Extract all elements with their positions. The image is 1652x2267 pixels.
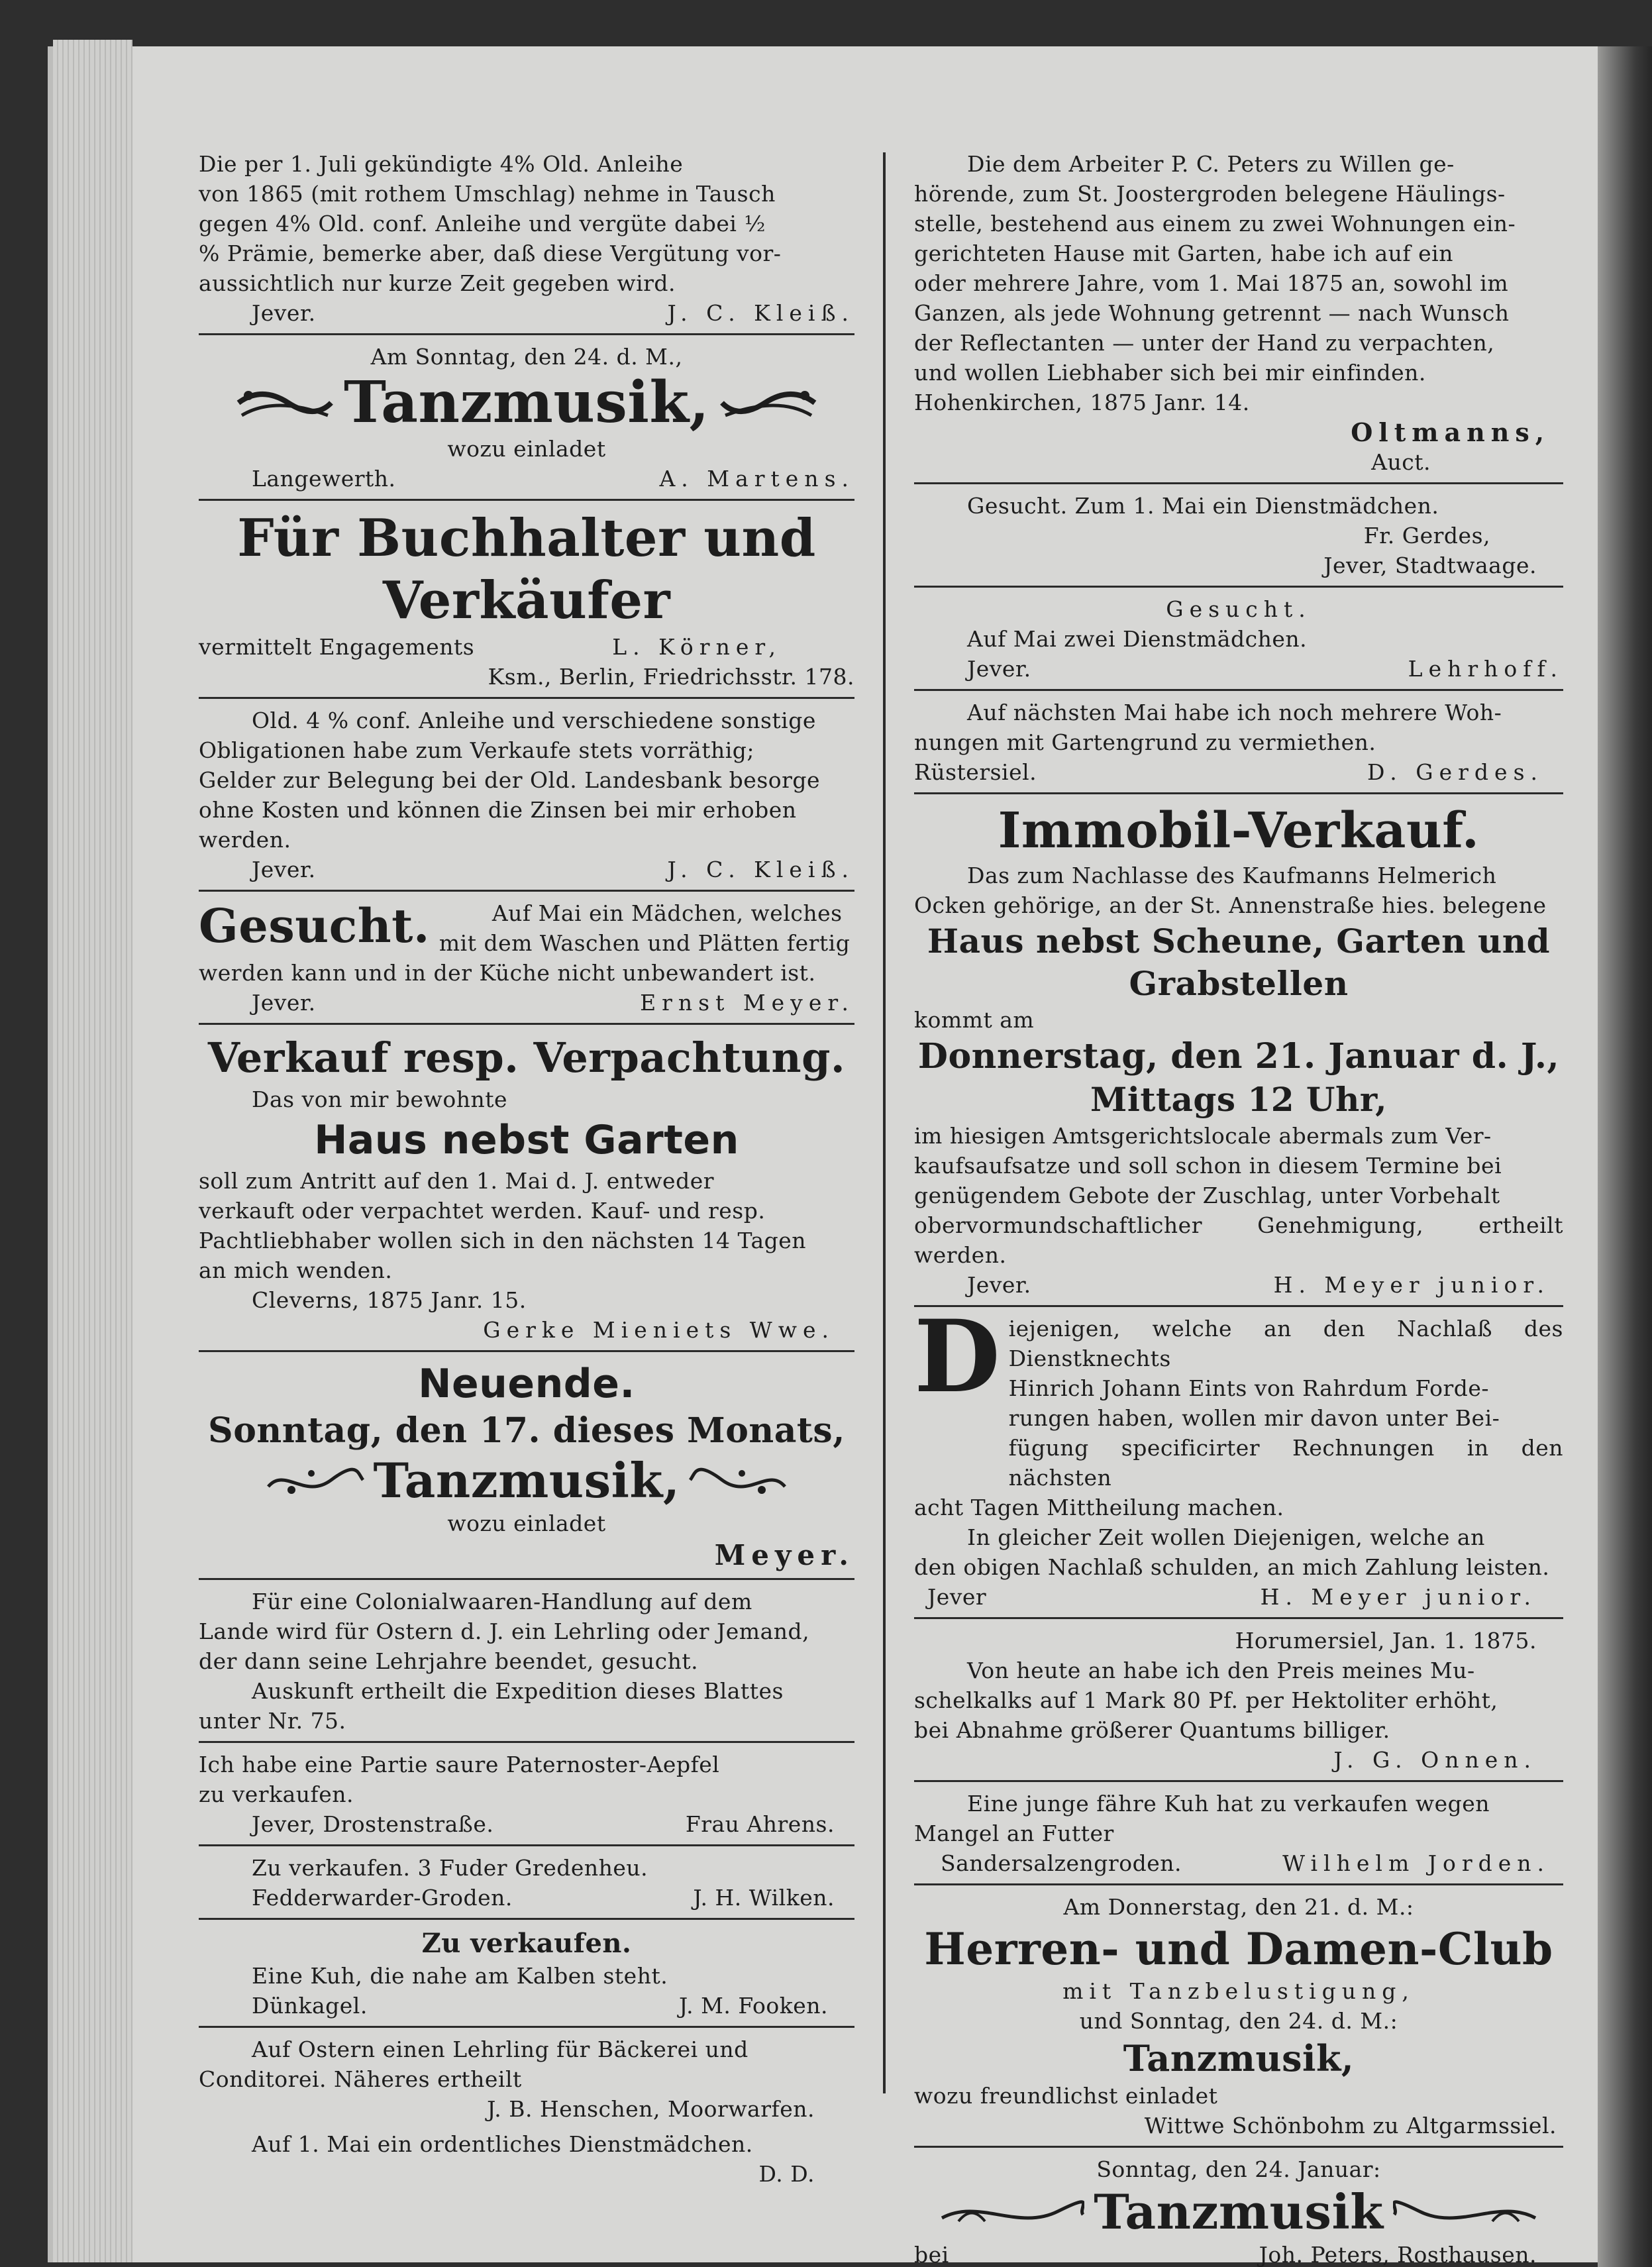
ad-line: der Reflectanten — unter der Hand zu verpachten, <box>914 330 1495 356</box>
ad-title: Verkäufer <box>382 570 671 631</box>
ad-place: Jever. <box>967 656 1031 682</box>
ad-line: werden. <box>199 827 291 853</box>
ad-signature: Wilhelm Jorden. <box>1282 1850 1550 1876</box>
ad-signature: J. C. Kleiß. <box>667 300 854 326</box>
ad-footer <box>199 1809 854 1839</box>
ad-line: Gesucht. Zum 1. Mai ein Dienstmädchen. <box>967 493 1439 519</box>
ad-junge-kuh <box>914 1782 1563 1885</box>
ad-line: bei Abnahme größerer Quantums billiger. <box>914 1717 1390 1743</box>
ad-dateline: Horumersiel, Jan. 1. 1875. <box>1235 1628 1537 1654</box>
ad-place: Jever. <box>252 300 316 326</box>
ad-gesucht-zum-mai <box>914 484 1563 588</box>
ad-line: mit Tanzbelustigung, <box>1062 1978 1415 2004</box>
ad-line: Auf nächsten Mai habe ich noch mehrere Woh- <box>967 700 1502 725</box>
ad-line: Von heute an habe ich den Preis meines Mu- <box>967 1658 1475 1683</box>
ad-dropcap: D <box>914 1298 1001 1415</box>
ad-neuende <box>199 1352 854 1580</box>
ad-signature: J. C. Kleiß. <box>667 857 854 882</box>
ad-line: und wollen Liebhaber sich bei mir einfinden. <box>914 360 1426 386</box>
ad-place: Jever. <box>252 857 316 882</box>
ad-line: Mangel an Futter <box>914 1820 1114 1846</box>
ad-dropcap-block <box>914 1298 1563 1493</box>
ad-title: Gesucht. <box>1166 596 1312 622</box>
ad-wohnungen <box>914 691 1563 794</box>
ad-dateline: Hohenkirchen, 1875 Janr. 14. <box>914 390 1250 415</box>
ad-line: Das von mir bewohnte <box>252 1086 507 1112</box>
ad-line: Für eine Colonialwaaren-Handlung auf dem <box>252 1589 752 1614</box>
ad-title-block <box>914 2184 1563 2240</box>
ad-title: Zu verkaufen. <box>421 1928 632 1959</box>
ad-event: Tanzmusik, <box>1123 2037 1355 2080</box>
ad-line: wozu einladet <box>447 1510 606 1536</box>
ad-footer <box>199 855 854 884</box>
ad-line: acht Tagen Mittheilung machen. <box>914 1495 1284 1520</box>
ad-line: Eine junge fähre Kuh hat zu verkaufen wegen <box>967 1791 1490 1817</box>
ad-footer <box>199 1883 854 1913</box>
ad-kuh-verkaufen <box>199 1920 854 2028</box>
ad-line: an mich wenden. <box>199 1257 393 1283</box>
ad-tanzmusik-rosthausen <box>914 2148 1563 2267</box>
ad-line: hörende, zum St. Joostergroden belegene Häulings- <box>914 181 1506 207</box>
ad-footer <box>199 1991 854 2021</box>
ad-date: Donnerstag, den 21. Januar d. J., <box>917 1036 1560 1077</box>
ad-body <box>199 898 854 958</box>
ad-line: genügendem Gebote der Zuschlag, unter Vorbehalt <box>914 1183 1500 1208</box>
ad-footer <box>914 2240 1563 2267</box>
ad-line: Auf Ostern einen Lehrling für Bäckerei und <box>252 2036 749 2062</box>
ad-line: schelkalks auf 1 Mark 80 Pf. per Hektoliter erhöht, <box>914 1687 1498 1713</box>
ad-line: Ganzen, als jede Wohnung getrennt — nach Wunsch <box>914 300 1510 326</box>
ad-address: Ksm., Berlin, Friedrichsstr. 178. <box>488 664 854 690</box>
ad-footer <box>914 757 1563 787</box>
ad-place: Langewerth. <box>252 466 396 492</box>
ad-footer <box>199 988 854 1018</box>
ad-signature: Gerke Mieniets Wwe. <box>483 1317 835 1343</box>
ad-subtitle: Haus nebst Scheune, Garten und <box>927 922 1551 961</box>
ad-title: Gesucht. <box>199 898 430 953</box>
ad-line: Auf Mai zwei Dienstmädchen. <box>967 626 1308 652</box>
ad-line: im hiesigen Amtsgerichtslocale abermals zum Ver- <box>914 1123 1492 1149</box>
ad-line: zu verkaufen. <box>199 1781 354 1807</box>
column-divider <box>883 152 886 2093</box>
ad-place: Jever, Drostenstraße. <box>252 1811 494 1837</box>
ad-aepfel <box>199 1743 854 1846</box>
left-column <box>199 142 854 2194</box>
ad-date: Sonntag, den 17. dieses Monats, <box>208 1410 845 1451</box>
ad-title: Neuende. <box>418 1361 635 1407</box>
ad-line: Ocken gehörige, an der St. Annenstraße hies. belegene <box>914 892 1547 918</box>
ad-footer <box>199 464 854 494</box>
ad-footer <box>199 298 854 328</box>
ad-event-block <box>199 1453 854 1508</box>
ad-signature: Ernst Meyer. <box>640 990 854 1016</box>
ad-line: und Sonntag, den 24. d. M.: <box>1079 2008 1398 2034</box>
ad-line: Das zum Nachlasse des Kaufmanns Helmerich <box>967 863 1497 888</box>
ad-tanzmusik-langewerth <box>199 335 854 501</box>
ad-subtitle: Grabstellen <box>1129 964 1349 1003</box>
ad-line: Auf Mai ein Mädchen, welches <box>491 900 843 926</box>
ad-gredenheu <box>199 1846 854 1920</box>
ad-immobil-verkauf <box>914 794 1563 1307</box>
ad-signature: D. D. <box>758 2161 815 2187</box>
ad-dienstmaedchen <box>199 2129 854 2194</box>
ad-line-row <box>199 632 854 662</box>
ad-line: Die dem Arbeiter P. C. Peters zu Willen ge- <box>967 151 1455 177</box>
ad-signature: Wittwe Schönbohm zu Altgarmssiel. <box>1144 2113 1557 2138</box>
ad-muschelkalk <box>914 1619 1563 1782</box>
ad-signature: J. G. Onnen. <box>1333 1747 1537 1773</box>
ad-line: mit dem Waschen und Plätten fertig <box>439 930 851 956</box>
ad-text-block <box>439 898 854 958</box>
ad-line: Zu verkaufen. 3 Fuder Gredenheu. <box>252 1855 648 1881</box>
ad-line: Sonntag, den 24. Januar: <box>1096 2156 1381 2182</box>
ornament-left-icon <box>265 1460 364 1501</box>
ad-colonialwaaren <box>199 1580 854 1743</box>
ad-line: Pachtliebhaber wollen sich in den nächsten 14 Tagen <box>199 1228 807 1253</box>
ad-line: stelle, bestehend aus einem zu zwei Wohnungen ein- <box>914 211 1516 237</box>
ad-title: Verkauf resp. Verpachtung. <box>207 1033 846 1082</box>
ad-line: von 1865 (mit rothem Umschlag) nehme in Tausch <box>199 181 776 207</box>
ad-line: In gleicher Zeit wollen Diejenigen, welche an <box>967 1524 1485 1550</box>
ad-gesucht-zwei <box>914 588 1563 691</box>
ad-line: Eine Kuh, die nahe am Kalben steht. <box>252 1963 668 1989</box>
ad-event: Tanzmusik, <box>373 1452 680 1508</box>
ad-footer <box>914 1848 1563 1878</box>
ad-line: nungen mit Gartengrund zu vermiethen. <box>914 729 1376 755</box>
ad-line: oder mehrere Jahre, vom 1. Mai 1875 an, sowohl im <box>914 270 1509 296</box>
ornament-right-icon <box>1393 2191 1539 2233</box>
ad-line: rungen haben, wollen mir davon unter Bei- <box>1008 1405 1500 1431</box>
ad-signature: H. Meyer junior. <box>1273 1272 1550 1298</box>
ad-text: vermittelt Engagements <box>199 634 475 660</box>
ad-line: unter Nr. 75. <box>199 1708 346 1734</box>
ad-line: kaufsaufsatze und soll schon in diesem Termine bei <box>914 1153 1502 1179</box>
ad-line: Lande wird für Ostern d. J. ein Lehrling oder Jemand, <box>199 1618 810 1644</box>
ad-footer <box>914 654 1563 684</box>
ad-line: wozu einladet <box>447 436 606 462</box>
ad-signature: J. H. Wilken. <box>693 1885 835 1911</box>
ad-signature: J. M. Fooken. <box>678 1993 828 2019</box>
ad-subtitle: Haus nebst Garten <box>314 1117 739 1163</box>
ad-place: Sandersalzengroden. <box>941 1850 1182 1876</box>
ad-line: Conditorei. Näheres ertheilt <box>199 2066 522 2092</box>
ad-verkauf-verpachtung <box>199 1025 854 1352</box>
ad-line: wozu freundlichst einladet <box>914 2083 1218 2109</box>
ad-signature: Oltmanns, <box>1351 417 1550 447</box>
ad-place: Rüstersiel. <box>914 759 1037 785</box>
ad-line: aussichtlich nur kurze Zeit gegeben wird. <box>199 270 676 296</box>
ad-title: Herren- und Damen-Club <box>924 1923 1553 1975</box>
ad-signature: Lehrhoff. <box>1408 656 1563 682</box>
ad-line: ohne Kosten und können die Zinsen bei mir erhoben <box>199 797 797 823</box>
ad-title: Für Buchhalter und <box>237 508 816 568</box>
ad-time: Mittags 12 Uhr, <box>1090 1080 1387 1119</box>
ad-line: obervormundschaftlicher Genehmigung, ertheilt werden. <box>914 1212 1563 1268</box>
ad-title: Tanzmusik <box>1094 2184 1384 2240</box>
ad-line: werden kann und in der Küche nicht unbewandert ist. <box>199 960 816 986</box>
ad-line: Die per 1. Juli gekündigte 4% Old. Anleihe <box>199 151 684 177</box>
ad-line: den obigen Nachlaß schulden, an mich Zahlung leisten. <box>914 1554 1550 1580</box>
ad-signature: Frau Ahrens. <box>685 1811 835 1837</box>
ad-buchhalter <box>199 501 854 699</box>
ad-signature: Joh. Peters, Rosthausen. <box>1259 2242 1537 2267</box>
ad-signature: J. B. Henschen, Moorwarfen. <box>487 2096 815 2122</box>
page-edges <box>53 40 132 2262</box>
ad-lehrling-baeckerei <box>199 2028 854 2129</box>
ad-signature: Meyer. <box>714 1539 854 1571</box>
ornament-right-icon <box>689 1460 788 1501</box>
ad-place: Jever. <box>252 990 316 1016</box>
ad-line: Auf 1. Mai ein ordentliches Dienstmädchen. <box>252 2131 753 2157</box>
ad-signature: L. Körner, <box>612 634 782 660</box>
ad-line: der dann seine Lehrjahre beendet, gesucht. <box>199 1648 699 1674</box>
right-column <box>914 142 1563 2267</box>
ad-title: Immobil-Verkauf. <box>998 802 1480 859</box>
ad-place: Fedderwarder-Groden. <box>252 1885 513 1911</box>
ad-line: Obligationen habe zum Verkaufe stets vorräthig; <box>199 737 755 763</box>
ad-line: soll zum Antritt auf den 1. Mai d. J. entweder <box>199 1168 715 1194</box>
ornament-left-icon <box>939 2191 1084 2233</box>
ad-footer <box>914 1582 1563 1612</box>
ad-title: Tanzmusik, <box>344 369 709 436</box>
ad-line: Am Sonntag, den 24. d. M., <box>370 344 683 370</box>
ad-herren-damen-club <box>914 1885 1563 2148</box>
ornament-right-icon <box>719 382 818 423</box>
ad-address: Jever, Stadtwaage. <box>1323 553 1537 578</box>
ad-line: Auskunft ertheilt die Expedition dieses Blattes <box>252 1678 784 1704</box>
ad-line: Hinrich Johann Eints von Rahrdum Forde- <box>1008 1375 1490 1401</box>
ad-old-anleihe <box>199 142 854 335</box>
ad-haeulingsstelle <box>914 142 1563 484</box>
ad-line: kommt am <box>914 1007 1035 1033</box>
ad-role: Auct. <box>1371 449 1431 475</box>
ad-line: gegen 4% Old. conf. Anleihe und vergüte dabei ½ <box>199 211 766 237</box>
ad-nachlass <box>914 1298 1563 1619</box>
ad-line: Ich habe eine Partie saure Paternoster-Aepfel <box>199 1752 720 1777</box>
binding-shadow <box>1598 46 1652 2267</box>
ad-title-block <box>199 369 854 436</box>
ad-footer <box>914 1270 1563 1300</box>
ad-place: Jever. <box>967 1272 1031 1298</box>
ad-obligationen <box>199 699 854 892</box>
ad-place: Jever <box>927 1584 987 1610</box>
ad-signature: A. Martens. <box>659 466 854 492</box>
ad-line: Gelder zur Belegung bei der Old. Landesbank besorge <box>199 767 821 793</box>
ad-line: Am Donnerstag, den 21. d. M.: <box>1063 1894 1414 1920</box>
ad-line: verkauft oder verpachtet werden. Kauf- und resp. <box>199 1198 766 1224</box>
ad-line: fügung specificirter Rechnungen in den nächsten <box>1008 1435 1563 1491</box>
ad-signature: D. Gerdes. <box>1367 759 1543 785</box>
ad-gesucht-maedchen <box>199 892 854 1025</box>
ornament-left-icon <box>235 382 335 423</box>
ad-line: Old. 4 % conf. Anleihe und verschiedene sonstige <box>252 708 816 733</box>
ad-signature: H. Meyer junior. <box>1260 1584 1537 1610</box>
ad-line: % Prämie, bemerke aber, daß diese Vergütung vor- <box>199 240 782 266</box>
ad-text-block <box>1009 1314 1563 1493</box>
ad-name: Fr. Gerdes, <box>1363 523 1490 549</box>
ad-line: iejenigen, welche an den Nachlaß des Dienstknechts <box>1008 1316 1563 1371</box>
ad-place: Dünkagel. <box>252 1993 368 2019</box>
ad-dateline: Cleverns, 1875 Janr. 15. <box>252 1287 527 1313</box>
ad-line: gerichteten Hause mit Garten, habe ich auf ein <box>914 240 1453 266</box>
ad-bei: bei <box>914 2242 949 2267</box>
